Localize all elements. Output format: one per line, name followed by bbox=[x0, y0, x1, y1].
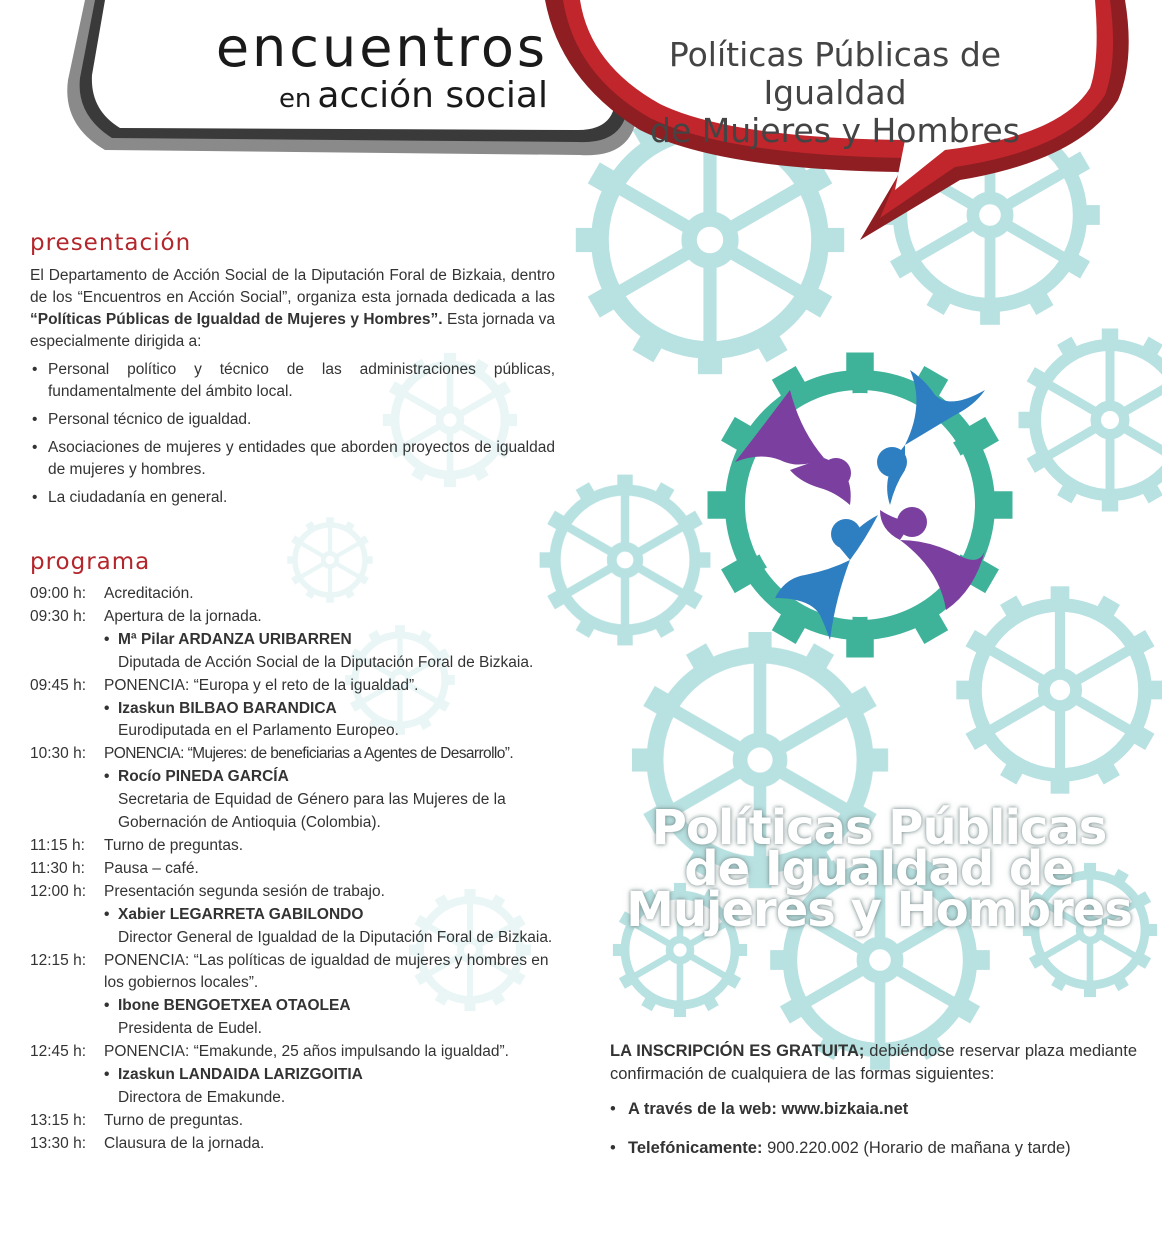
program-item bbox=[30, 606, 560, 629]
speaker-role: Secretaria de Equidad de Género para las Mujeres de la Gobernación de Antioquia (Colombia). bbox=[118, 791, 506, 832]
program-item bbox=[30, 950, 560, 996]
presentacion-section bbox=[30, 265, 555, 509]
logo-line2 bbox=[128, 76, 548, 119]
program-time: 12:45 h: bbox=[30, 1043, 87, 1061]
presentacion-intro bbox=[30, 265, 555, 353]
speaker-role: Eurodiputada en el Parlamento Europeo. bbox=[118, 722, 399, 740]
program-desc: Apertura de la jornada. bbox=[104, 607, 262, 625]
program-speaker bbox=[30, 629, 560, 675]
program-time: 11:15 h: bbox=[30, 836, 85, 854]
program-speaker bbox=[30, 698, 560, 744]
phone-method bbox=[610, 1137, 1137, 1160]
program-desc: Presentación segunda sesión de trabajo. bbox=[104, 882, 385, 900]
phone-number[interactable]: 900.220.002 (Horario de mañana y tarde) bbox=[762, 1139, 1071, 1157]
speaker-name: • Mª Pilar ARDANZA URIBARREN bbox=[104, 629, 560, 652]
programa-heading: programa bbox=[30, 549, 151, 575]
speaker-name: • Rocío PINEDA GARCÍA bbox=[104, 766, 560, 789]
encuentros-logo bbox=[128, 16, 548, 119]
logo-line1: encuentros bbox=[215, 16, 548, 79]
presentacion-heading: presentación bbox=[30, 230, 192, 256]
program-desc: Clausura de la jornada. bbox=[104, 1134, 265, 1152]
web-link[interactable]: A través de la web: www.bizkaia.net bbox=[628, 1100, 909, 1118]
web-method bbox=[610, 1098, 1137, 1121]
logo-line2-big: acción social bbox=[317, 75, 548, 116]
bubble-title bbox=[600, 36, 1070, 150]
program-desc: Acreditación. bbox=[104, 585, 194, 602]
program-speaker bbox=[30, 766, 560, 835]
program-time: 09:30 h: bbox=[30, 607, 87, 625]
logo-line2-small: en bbox=[278, 84, 312, 114]
program-desc: Turno de preguntas. bbox=[104, 1111, 244, 1129]
poster-title bbox=[596, 800, 1162, 938]
program-time: 09:00 h: bbox=[30, 585, 87, 602]
program-time: 12:15 h: bbox=[30, 951, 87, 969]
poster-title-line3: Mujeres y Hombres bbox=[626, 882, 1132, 938]
audience-item: • Personal técnico de igualdad. bbox=[30, 409, 555, 431]
intro-bold-text: “Políticas Públicas de Igualdad de Mujeres y Hombres”. bbox=[30, 311, 443, 328]
program-item bbox=[30, 835, 560, 858]
program-item bbox=[30, 858, 560, 881]
program-time: 09:45 h: bbox=[30, 676, 87, 694]
program-speaker bbox=[30, 904, 560, 950]
speaker-role: Diputada de Acción Social de la Diputación Foral de Bizkaia. bbox=[118, 653, 534, 671]
inscripcion-lead-text: debiéndose reservar plaza mediante confirmación de cualquiera de las formas siguientes: bbox=[610, 1042, 1137, 1083]
program-desc: PONENCIA: “Mujeres: de beneficiarias a Agentes de Desarrollo”. bbox=[104, 745, 514, 763]
speaker-name: • Ibone BENGOETXEA OTAOLEA bbox=[104, 995, 560, 1018]
program-time: 12:00 h: bbox=[30, 882, 87, 900]
audience-list bbox=[30, 359, 555, 509]
program-item bbox=[30, 675, 560, 698]
bubble-title-line2: de Mujeres y Hombres bbox=[650, 111, 1020, 150]
speaker-role: Director General de Igualdad de la Diputación Foral de Bizkaia. bbox=[118, 928, 553, 946]
bubble-title-line1: Políticas Públicas de Igualdad bbox=[668, 35, 1002, 112]
program-item bbox=[30, 743, 560, 766]
programa-list bbox=[30, 583, 560, 1156]
program-desc: PONENCIA: “Las políticas de igualdad de mujeres y hombres en los gobiernos locales”. bbox=[104, 951, 549, 992]
program-desc: Turno de preguntas. bbox=[104, 836, 244, 854]
inscripcion-lead bbox=[610, 1040, 1137, 1086]
speaker-name: • Izaskun LANDAIDA LARIZGOITIA bbox=[104, 1064, 560, 1087]
audience-item: • Asociaciones de mujeres y entidades que aborden proyectos de igualdad de mujeres y hombres. bbox=[30, 437, 555, 481]
speaker-name: • Izaskun BILBAO BARANDICA bbox=[104, 698, 560, 721]
audience-item: • La ciudadanía en general. bbox=[30, 487, 555, 509]
program-speaker bbox=[30, 1064, 560, 1110]
program-time: 10:30 h: bbox=[30, 745, 87, 763]
intro-text-end: Esta jornada va especialmente dirigida a: bbox=[30, 311, 555, 350]
program-time: 13:30 h: bbox=[30, 1134, 87, 1152]
poster-title-line1: Políticas Públicas bbox=[651, 800, 1107, 856]
program-desc: PONENCIA: “Europa y el reto de la igualdad”. bbox=[104, 676, 419, 694]
phone-label: Telefónicamente: bbox=[628, 1139, 763, 1157]
poster-title-line2: de Igualdad de bbox=[684, 841, 1074, 897]
program-item bbox=[30, 1110, 560, 1133]
program-time: 11:30 h: bbox=[30, 859, 85, 877]
speaker-name: • Xabier LEGARRETA GABILONDO bbox=[104, 904, 560, 927]
program-item bbox=[30, 583, 560, 606]
speaker-role: Directora de Emakunde. bbox=[118, 1088, 286, 1106]
program-time: 13:15 h: bbox=[30, 1111, 87, 1129]
inscripcion-methods bbox=[610, 1098, 1137, 1160]
program-desc: PONENCIA: “Emakunde, 25 años impulsando la igualdad”. bbox=[104, 1043, 509, 1061]
program-item bbox=[30, 1041, 560, 1064]
program-speaker bbox=[30, 995, 560, 1041]
inscripcion-lead-bold: LA INSCRIPCIÓN ES GRATUITA; bbox=[610, 1042, 865, 1060]
audience-item: • Personal político y técnico de las administraciones públicas, fundamentalmente del ámbito local. bbox=[30, 359, 555, 403]
program-item bbox=[30, 1133, 560, 1156]
program-item bbox=[30, 881, 560, 904]
inscripcion-section bbox=[610, 1040, 1137, 1176]
intro-text: El Departamento de Acción Social de la Diputación Foral de Bizkaia, dentro de los “Encuentros en Acción Social”, organiza esta jornada dedicada a las bbox=[30, 267, 555, 306]
program-desc: Pausa – café. bbox=[104, 859, 199, 877]
speaker-role: Presidenta de Eudel. bbox=[118, 1020, 262, 1038]
